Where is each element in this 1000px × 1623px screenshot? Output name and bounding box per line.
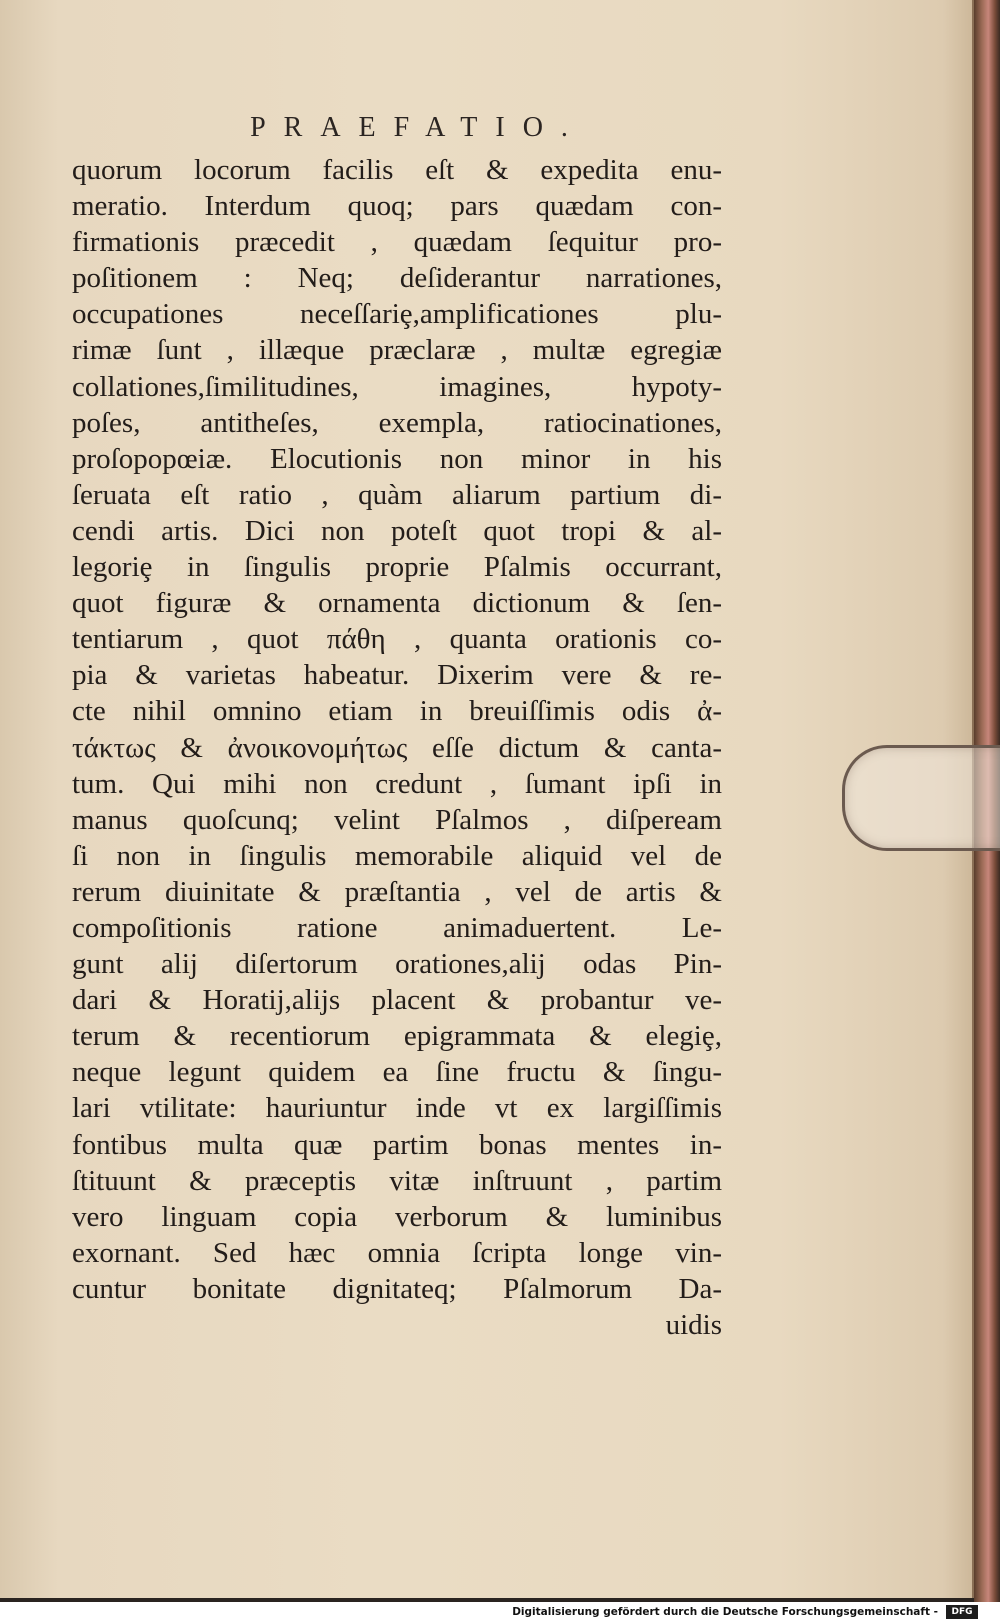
- text-line: legoriȩ in ſingulis proprie Pſalmis occurrant,: [72, 551, 722, 584]
- text-line: ſtituunt & præceptis vitæ inſtruunt , partim: [72, 1164, 722, 1197]
- text-line: occupationes neceſſariȩ,amplificationes plu-: [72, 298, 722, 331]
- dfg-logo: DFG: [946, 1605, 978, 1619]
- body-text: [72, 152, 722, 1343]
- text-line: gunt alij diſertorum orationes,alij odas Pin-: [72, 948, 722, 981]
- text-line: tum. Qui mihi non credunt , ſumant ipſi in: [72, 767, 722, 800]
- running-head: PRAEFATIO.: [250, 112, 586, 143]
- text-line: rerum diuinitate & præſtantia , vel de artis &: [72, 875, 722, 908]
- text-line: τάκτως & ἀνοικονομήτως eſſe dictum & canta-: [72, 731, 722, 764]
- text-line: poſes, antitheſes, exempla, ratiocinationes,: [72, 406, 722, 439]
- catchword: uidis: [665, 1309, 722, 1341]
- text-line: tentiarum , quot πάθη , quanta orationis co-: [72, 623, 722, 656]
- footer-bar: [0, 1603, 1000, 1623]
- text-line: ſeruata eſt ratio , quàm aliarum partium di-: [72, 478, 722, 511]
- book-clasp: [842, 745, 1000, 851]
- funding-credit: Digitalisierung gefördert durch die Deutsche Forschungsgemeinschaft -: [512, 1606, 938, 1618]
- text-line: proſopopœiæ. Elocutionis non minor in his: [72, 442, 722, 475]
- text-line: exornant. Sed hæc omnia ſcripta longe vin-: [72, 1236, 722, 1269]
- text-line: cuntur bonitate dignitateq; Pſalmorum Da-: [72, 1272, 722, 1305]
- text-line: lari vtilitate: hauriuntur inde vt ex largiſſimis: [72, 1092, 722, 1125]
- text-line: dari & Horatij,alijs placent & probantur ve-: [72, 984, 722, 1017]
- text-line: rimæ ſunt , illæque præclaræ , multæ egregiæ: [72, 334, 722, 367]
- text-line: fontibus multa quæ partim bonas mentes in-: [72, 1128, 722, 1161]
- text-line: cendi artis. Dici non poteſt quot tropi & al-: [72, 514, 722, 547]
- text-line: ſi non in ſingulis memorabile aliquid vel de: [72, 839, 722, 872]
- text-line: pia & varietas habeatur. Dixerim vere & re-: [72, 659, 722, 692]
- text-line: compoſitionis ratione animaduertent. Le-: [72, 911, 722, 944]
- text-line: meratio. Interdum quoq; pars quædam con-: [72, 190, 722, 223]
- text-line: collationes,ſimilitudines, imagines, hypoty-: [72, 370, 722, 403]
- text-line: poſitionem : Neq; deſiderantur narrationes,: [72, 262, 722, 295]
- text-line: manus quoſcunq; velint Pſalmos , diſpeream: [72, 803, 722, 836]
- text-line: firmationis præcedit , quædam ſequitur pro-: [72, 226, 722, 259]
- text-line: quorum locorum facilis eſt & expedita enu-: [72, 154, 722, 186]
- text-line: cte nihil omnino etiam in breuiſſimis odis ἀ-: [72, 695, 722, 728]
- text-line: terum & recentiorum epigrammata & elegiȩ,: [72, 1020, 722, 1053]
- text-line: quot figuræ & ornamenta dictionum & ſen-: [72, 587, 722, 620]
- text-line: vero linguam copia verborum & luminibus: [72, 1200, 722, 1233]
- text-line: neque legunt quidem ea ſine fructu & ſingu-: [72, 1056, 722, 1089]
